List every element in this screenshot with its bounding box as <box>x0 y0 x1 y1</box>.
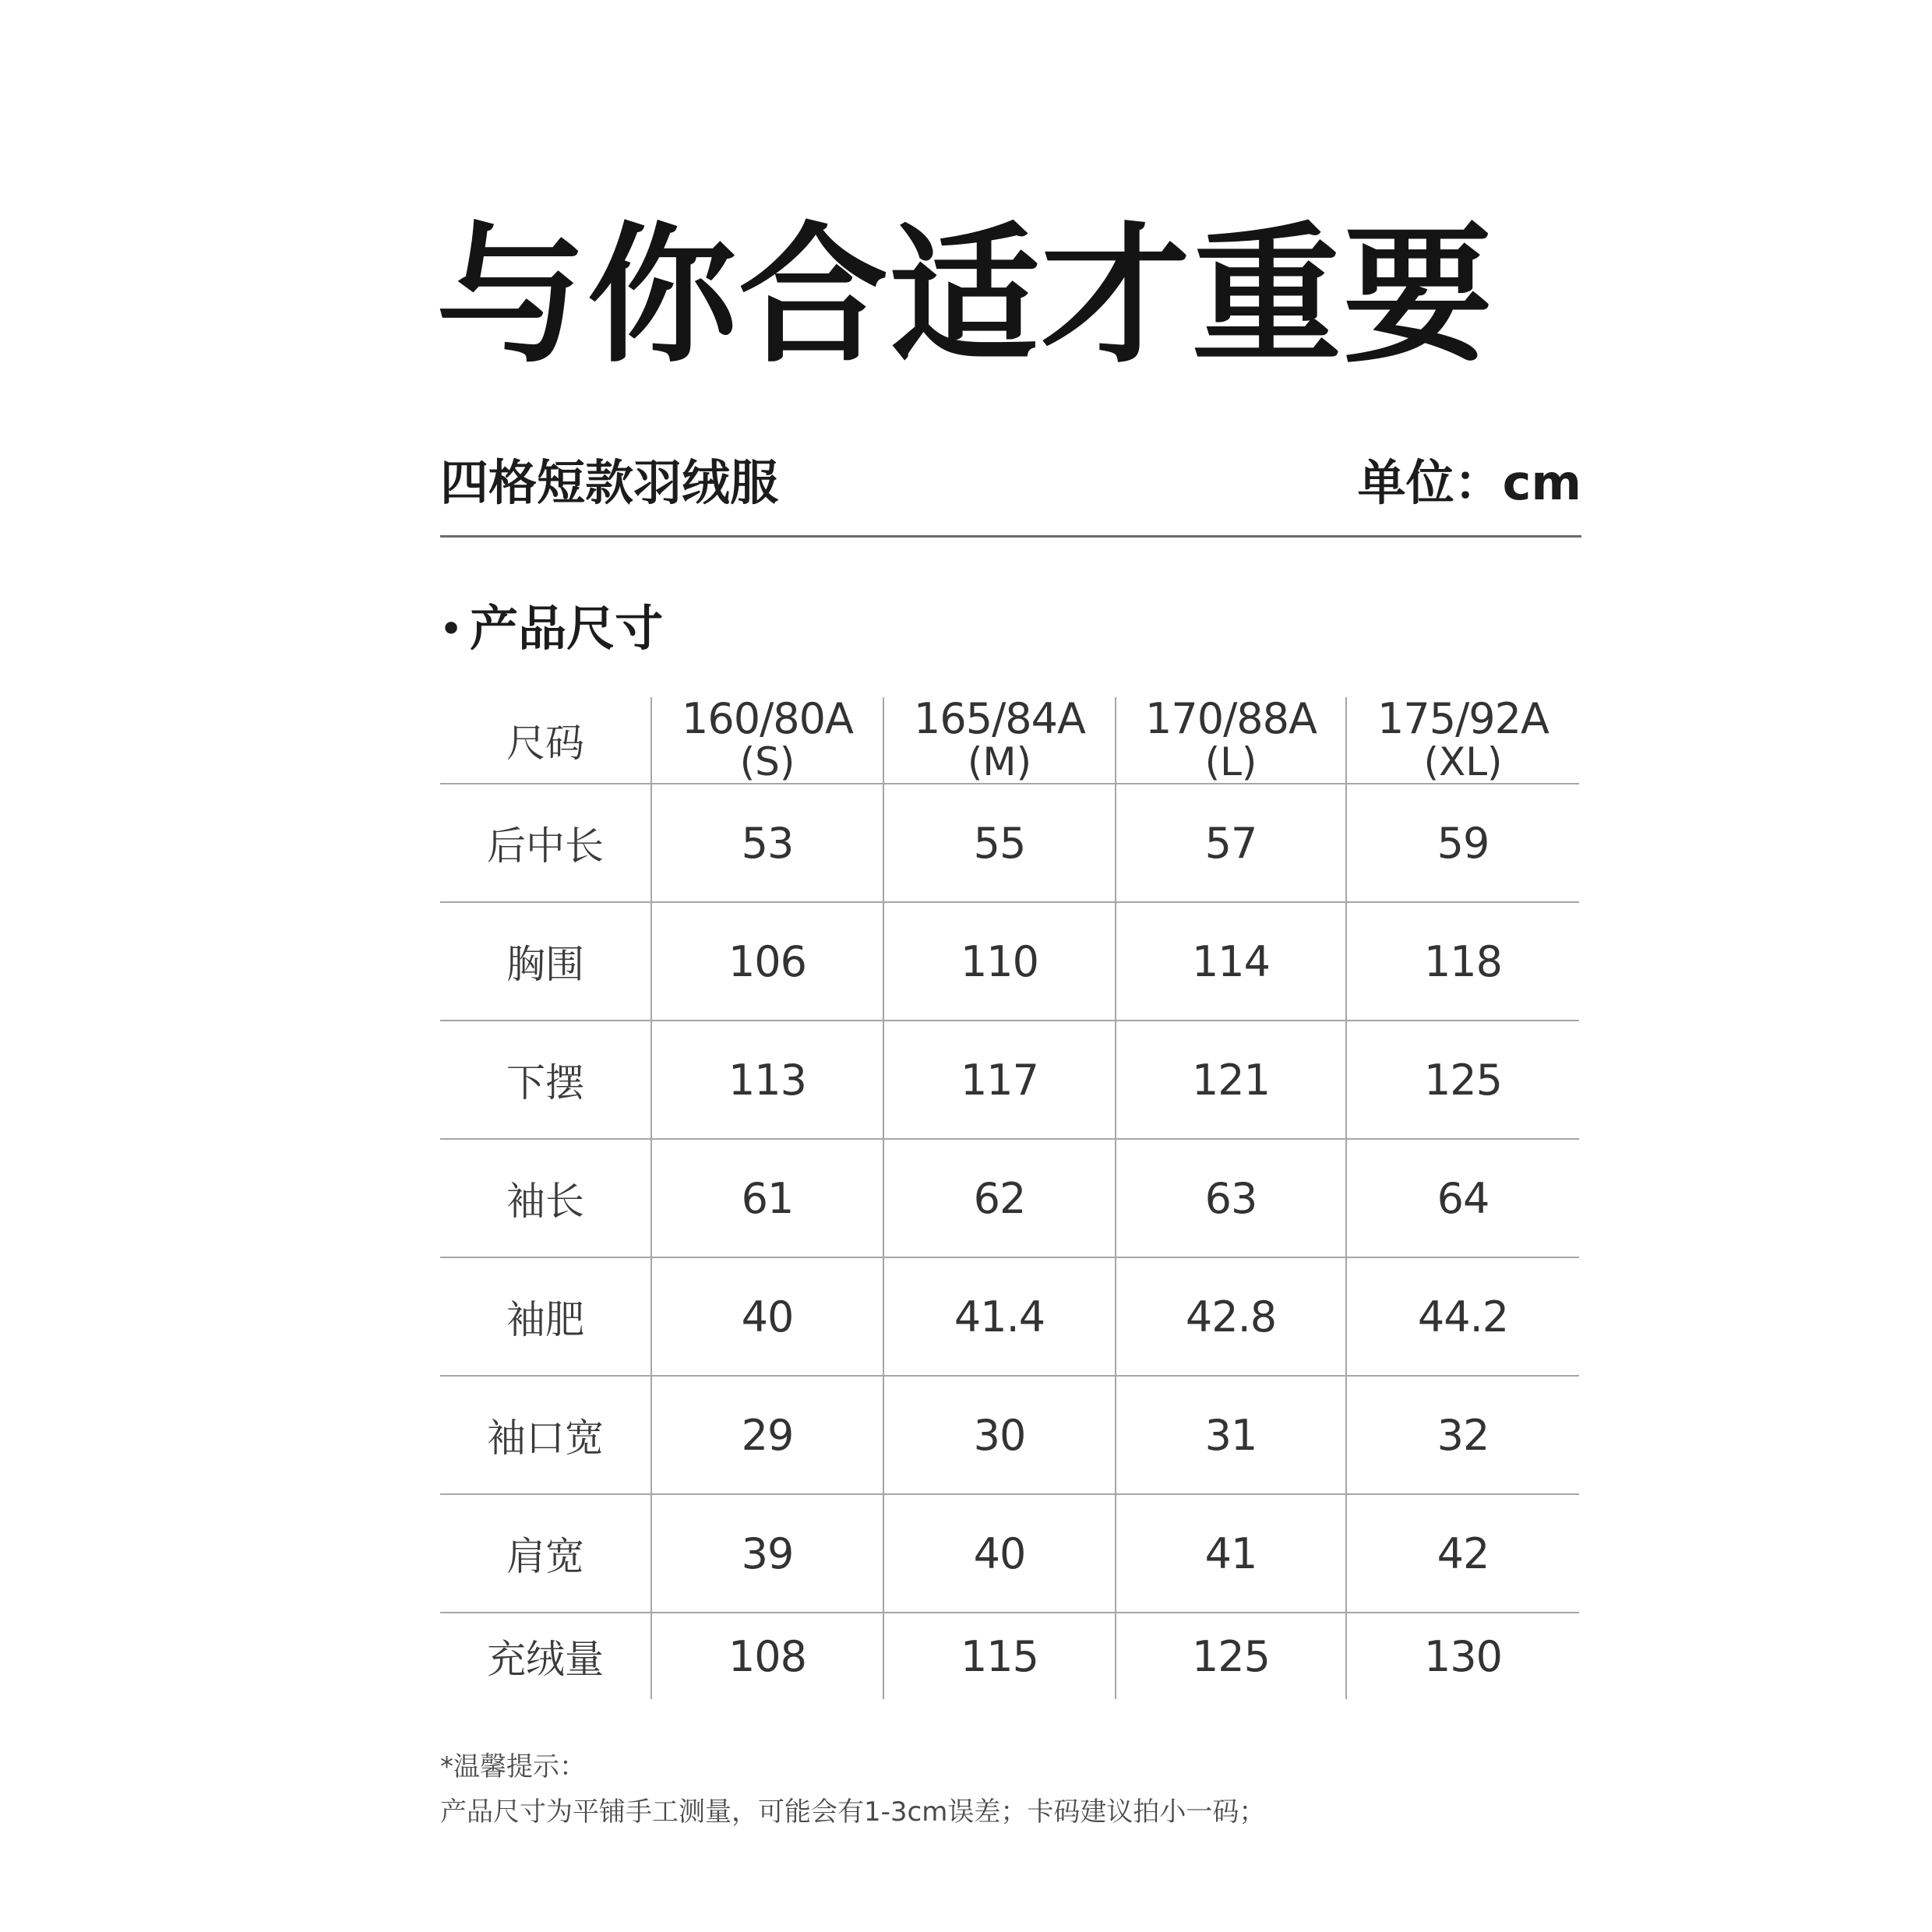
size-code: 170/88A <box>1145 694 1317 744</box>
table-cell: 53 <box>650 784 883 901</box>
size-code: 165/84A <box>914 694 1085 744</box>
product-name: 四格短款羽绒服 <box>440 454 779 511</box>
unit-label: 单位：cm <box>1357 454 1581 511</box>
table-cell: 42.8 <box>1115 1258 1345 1375</box>
table-cell: 29 <box>650 1377 883 1493</box>
table-row <box>440 1021 1579 1140</box>
table-cell: 115 <box>883 1613 1115 1699</box>
table-cell: 108 <box>650 1613 883 1699</box>
table-row <box>440 903 1579 1021</box>
table-cell: 61 <box>650 1140 883 1257</box>
table-cell: 32 <box>1345 1377 1579 1493</box>
table-cell: 130 <box>1345 1613 1579 1699</box>
table-cell: 44.2 <box>1345 1258 1579 1375</box>
page-headline: 与你合适才重要 <box>436 210 1494 383</box>
size-letter: (L) <box>1204 739 1257 785</box>
table-cell: 125 <box>1115 1613 1345 1699</box>
size-code: 160/80A <box>682 694 853 744</box>
table-cell: 30 <box>883 1377 1115 1493</box>
section-title-text: 产品尺寸 <box>470 600 664 657</box>
table-cell: 118 <box>1345 903 1579 1020</box>
table-cell: 121 <box>1115 1021 1345 1138</box>
size-column-header <box>1345 694 1579 785</box>
row-label: 肩宽 <box>506 1534 584 1579</box>
table-cell: 114 <box>1115 903 1345 1020</box>
table-cell: 106 <box>650 903 883 1020</box>
product-header <box>440 436 1581 511</box>
size-column-header <box>1115 694 1345 785</box>
table-row <box>440 1140 1579 1258</box>
table-cell: 40 <box>650 1258 883 1375</box>
table-row <box>440 1613 1579 1699</box>
row-label: 袖肥 <box>506 1297 584 1342</box>
table-cell: 64 <box>1345 1140 1579 1257</box>
table-cell: 59 <box>1345 784 1579 901</box>
row-label: 后中长 <box>487 823 604 869</box>
size-letter: (XL) <box>1423 739 1503 785</box>
size-column-header <box>650 694 883 785</box>
table-cell: 40 <box>883 1495 1115 1612</box>
table-cell: 57 <box>1115 784 1345 901</box>
table-cell: 125 <box>1345 1021 1579 1138</box>
table-cell: 42 <box>1345 1495 1579 1612</box>
bullet-icon: • <box>440 609 463 649</box>
divider <box>440 535 1581 538</box>
size-column-header <box>883 694 1115 785</box>
table-row <box>440 1258 1579 1377</box>
table-cell: 41.4 <box>883 1258 1115 1375</box>
table-cell: 117 <box>883 1021 1115 1138</box>
table-cell: 41 <box>1115 1495 1345 1612</box>
table-row <box>440 784 1579 903</box>
row-label: 袖长 <box>506 1179 584 1224</box>
size-table <box>440 694 1579 1699</box>
header-label: 尺码 <box>506 721 584 766</box>
table-row <box>440 1495 1579 1613</box>
row-label: 下摆 <box>506 1060 584 1105</box>
table-cell: 62 <box>883 1140 1115 1257</box>
row-label: 充绒量 <box>487 1637 604 1682</box>
table-row <box>440 1377 1579 1495</box>
table-cell: 31 <box>1115 1377 1345 1493</box>
table-cell: 113 <box>650 1021 883 1138</box>
note-title: *温馨提示： <box>440 1751 586 1782</box>
row-label: 胸围 <box>506 942 584 987</box>
table-cell: 39 <box>650 1495 883 1612</box>
table-header-row <box>440 694 1579 785</box>
row-label: 袖口宽 <box>487 1416 604 1461</box>
table-cell: 55 <box>883 784 1115 901</box>
table-cell: 63 <box>1115 1140 1345 1257</box>
size-letter: (M) <box>967 739 1032 785</box>
note-text: 产品尺寸为平铺手工测量，可能会有1-3cm误差；卡码建议拍小一码； <box>440 1796 1266 1828</box>
size-code: 175/92A <box>1377 694 1549 744</box>
table-cell: 110 <box>883 903 1115 1020</box>
size-letter: (S) <box>739 739 795 785</box>
section-title <box>440 590 663 659</box>
